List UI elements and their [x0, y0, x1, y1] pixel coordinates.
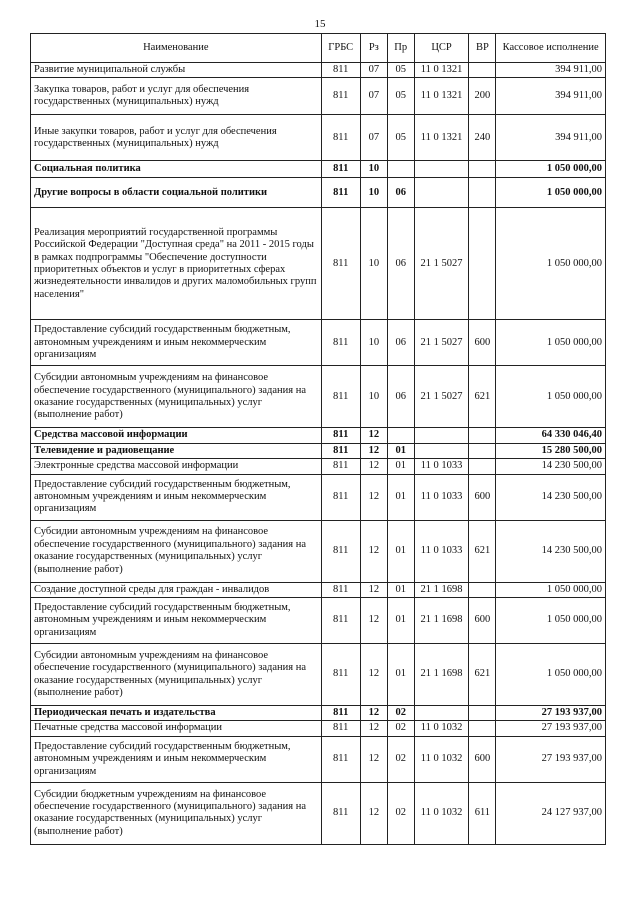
cell-csr: 21 1 5027	[414, 320, 469, 366]
cell-csr	[414, 161, 469, 178]
cell-amount: 1 050 000,00	[496, 178, 606, 208]
cell-vr: 600	[469, 474, 496, 520]
cell-grbs: 811	[321, 161, 360, 178]
cell-rz: 10	[360, 320, 387, 366]
cell-name: Субсидии автономным учреждениям на финансовое обеспечение государственного (муниципального) задания на оказание государственных (муниципальных) услуг (выполнение работ)	[31, 366, 322, 428]
cell-amount: 1 050 000,00	[496, 208, 606, 320]
table-row	[31, 459, 606, 474]
cell-grbs: 811	[321, 721, 360, 736]
cell-name: Средства массовой информации	[31, 428, 322, 443]
cell-vr	[469, 443, 496, 458]
cell-pr: 01	[387, 644, 414, 706]
cell-rz: 12	[360, 782, 387, 844]
table-row	[31, 721, 606, 736]
cell-name: Периодическая печать и издательства	[31, 706, 322, 721]
cell-rz: 12	[360, 474, 387, 520]
cell-rz: 07	[360, 115, 387, 161]
cell-vr: 200	[469, 78, 496, 115]
cell-pr: 01	[387, 474, 414, 520]
cell-vr: 600	[469, 320, 496, 366]
table-row	[31, 474, 606, 520]
cell-vr: 611	[469, 782, 496, 844]
cell-rz: 10	[360, 208, 387, 320]
cell-amount: 27 193 937,00	[496, 706, 606, 721]
cell-csr: 11 0 1321	[414, 115, 469, 161]
cell-grbs: 811	[321, 582, 360, 597]
table-row	[31, 208, 606, 320]
cell-amount: 14 230 500,00	[496, 459, 606, 474]
cell-name: Субсидии бюджетным учреждениям на финансовое обеспечение государственного (муниципального) задания на оказание государственных (муниципальных) услуг (выполнение работ)	[31, 782, 322, 844]
cell-rz: 10	[360, 161, 387, 178]
cell-pr: 02	[387, 721, 414, 736]
table-row	[31, 598, 606, 644]
cell-grbs: 811	[321, 644, 360, 706]
cell-csr: 11 0 1033	[414, 459, 469, 474]
cell-amount: 1 050 000,00	[496, 644, 606, 706]
cell-amount: 64 330 046,40	[496, 428, 606, 443]
table-row	[31, 706, 606, 721]
table-row	[31, 782, 606, 844]
cell-name: Субсидии автономным учреждениям на финансовое обеспечение государственного (муниципального) задания на оказание государственных (муниципальных) услуг (выполнение работ)	[31, 644, 322, 706]
cell-pr: 05	[387, 63, 414, 78]
budget-execution-table	[30, 33, 606, 845]
cell-pr: 01	[387, 598, 414, 644]
cell-csr: 21 1 5027	[414, 208, 469, 320]
cell-vr	[469, 582, 496, 597]
header-vr: ВР	[469, 34, 496, 63]
cell-name: Реализация мероприятий государственной программы Российской Федерации "Доступная среда" на 2011 - 2015 годы в рамках подпрограммы "Обеспечение доступности приоритетных объектов и услуг в приоритетных сферах жизнедеятельности инвалидов и других маломобильных групп населения"	[31, 208, 322, 320]
cell-rz: 12	[360, 721, 387, 736]
cell-grbs: 811	[321, 598, 360, 644]
cell-pr: 01	[387, 459, 414, 474]
cell-grbs: 811	[321, 178, 360, 208]
cell-grbs: 811	[321, 320, 360, 366]
cell-pr: 06	[387, 366, 414, 428]
header-name: Наименование	[31, 34, 322, 63]
cell-csr: 21 1 1698	[414, 582, 469, 597]
cell-rz: 12	[360, 598, 387, 644]
cell-pr: 05	[387, 115, 414, 161]
cell-rz: 12	[360, 520, 387, 582]
cell-vr: 600	[469, 736, 496, 782]
cell-vr: 621	[469, 644, 496, 706]
cell-name: Печатные средства массовой информации	[31, 721, 322, 736]
cell-amount: 14 230 500,00	[496, 474, 606, 520]
cell-rz: 12	[360, 443, 387, 458]
cell-name: Социальная политика	[31, 161, 322, 178]
table-row	[31, 582, 606, 597]
cell-amount: 1 050 000,00	[496, 320, 606, 366]
cell-name: Предоставление субсидий государственным бюджетным, автономным учреждениям и иным некоммерческим организациям	[31, 474, 322, 520]
cell-csr	[414, 428, 469, 443]
cell-grbs: 811	[321, 706, 360, 721]
table-row	[31, 736, 606, 782]
table-row	[31, 644, 606, 706]
table-row	[31, 115, 606, 161]
header-rz: Рз	[360, 34, 387, 63]
cell-rz: 07	[360, 78, 387, 115]
cell-csr: 21 1 1698	[414, 644, 469, 706]
cell-pr	[387, 428, 414, 443]
header-grbs: ГРБС	[321, 34, 360, 63]
cell-rz: 10	[360, 366, 387, 428]
cell-grbs: 811	[321, 520, 360, 582]
table-row	[31, 443, 606, 458]
cell-grbs: 811	[321, 736, 360, 782]
cell-name: Иные закупки товаров, работ и услуг для обеспечения государственных (муниципальных) нужд	[31, 115, 322, 161]
cell-vr	[469, 459, 496, 474]
cell-amount: 27 193 937,00	[496, 736, 606, 782]
cell-name: Электронные средства массовой информации	[31, 459, 322, 474]
cell-name: Создание доступной среды для граждан - инвалидов	[31, 582, 322, 597]
table-row	[31, 520, 606, 582]
cell-vr: 240	[469, 115, 496, 161]
cell-amount: 394 911,00	[496, 115, 606, 161]
cell-amount: 1 050 000,00	[496, 161, 606, 178]
cell-name: Развитие муниципальной службы	[31, 63, 322, 78]
cell-csr: 11 0 1032	[414, 721, 469, 736]
cell-name: Предоставление субсидий государственным бюджетным, автономным учреждениям и иным некоммерческим организациям	[31, 736, 322, 782]
cell-pr: 02	[387, 706, 414, 721]
cell-grbs: 811	[321, 366, 360, 428]
cell-grbs: 811	[321, 208, 360, 320]
cell-pr: 02	[387, 782, 414, 844]
cell-csr: 11 0 1321	[414, 78, 469, 115]
cell-vr	[469, 63, 496, 78]
cell-rz: 12	[360, 428, 387, 443]
cell-name: Субсидии автономным учреждениям на финансовое обеспечение государственного (муниципального) задания на оказание государственных (муниципальных) услуг (выполнение работ)	[31, 520, 322, 582]
table-row	[31, 161, 606, 178]
table-body	[31, 63, 606, 845]
cell-amount: 1 050 000,00	[496, 582, 606, 597]
cell-vr: 621	[469, 520, 496, 582]
cell-vr	[469, 721, 496, 736]
cell-rz: 12	[360, 706, 387, 721]
cell-grbs: 811	[321, 443, 360, 458]
cell-rz: 10	[360, 178, 387, 208]
cell-vr	[469, 161, 496, 178]
header-amount: Кассовое исполнение	[496, 34, 606, 63]
cell-grbs: 811	[321, 63, 360, 78]
cell-csr	[414, 178, 469, 208]
cell-rz: 12	[360, 459, 387, 474]
header-pr: Пр	[387, 34, 414, 63]
cell-pr	[387, 161, 414, 178]
cell-name: Другие вопросы в области социальной политики	[31, 178, 322, 208]
cell-grbs: 811	[321, 115, 360, 161]
cell-amount: 1 050 000,00	[496, 598, 606, 644]
cell-csr: 21 1 5027	[414, 366, 469, 428]
cell-pr: 06	[387, 178, 414, 208]
header-csr: ЦСР	[414, 34, 469, 63]
cell-rz: 12	[360, 736, 387, 782]
cell-csr: 11 0 1321	[414, 63, 469, 78]
cell-pr: 06	[387, 320, 414, 366]
cell-grbs: 811	[321, 78, 360, 115]
cell-csr	[414, 443, 469, 458]
page-number: 15	[314, 18, 326, 30]
cell-amount: 14 230 500,00	[496, 520, 606, 582]
table-header-row	[31, 34, 606, 63]
cell-vr	[469, 208, 496, 320]
cell-csr	[414, 706, 469, 721]
cell-amount: 27 193 937,00	[496, 721, 606, 736]
cell-csr: 21 1 1698	[414, 598, 469, 644]
table-row	[31, 320, 606, 366]
cell-grbs: 811	[321, 459, 360, 474]
cell-amount: 394 911,00	[496, 63, 606, 78]
table-row	[31, 178, 606, 208]
cell-pr: 01	[387, 582, 414, 597]
cell-rz: 07	[360, 63, 387, 78]
cell-name: Предоставление субсидий государственным бюджетным, автономным учреждениям и иным некоммерческим организациям	[31, 320, 322, 366]
cell-amount: 394 911,00	[496, 78, 606, 115]
cell-csr: 11 0 1033	[414, 474, 469, 520]
cell-vr: 621	[469, 366, 496, 428]
cell-name: Закупка товаров, работ и услуг для обеспечения государственных (муниципальных) нужд	[31, 78, 322, 115]
cell-rz: 12	[360, 644, 387, 706]
cell-pr: 01	[387, 443, 414, 458]
cell-pr: 05	[387, 78, 414, 115]
cell-csr: 11 0 1033	[414, 520, 469, 582]
cell-grbs: 811	[321, 474, 360, 520]
cell-amount: 1 050 000,00	[496, 366, 606, 428]
cell-grbs: 811	[321, 782, 360, 844]
cell-name: Телевидение и радиовещание	[31, 443, 322, 458]
cell-csr: 11 0 1032	[414, 782, 469, 844]
table-row	[31, 428, 606, 443]
table-row	[31, 78, 606, 115]
cell-csr: 11 0 1032	[414, 736, 469, 782]
cell-vr	[469, 706, 496, 721]
cell-amount: 15 280 500,00	[496, 443, 606, 458]
cell-pr: 02	[387, 736, 414, 782]
cell-vr	[469, 178, 496, 208]
cell-pr: 01	[387, 520, 414, 582]
cell-amount: 24 127 937,00	[496, 782, 606, 844]
table-row	[31, 63, 606, 78]
table-row	[31, 366, 606, 428]
cell-grbs: 811	[321, 428, 360, 443]
cell-vr	[469, 428, 496, 443]
cell-rz: 12	[360, 582, 387, 597]
cell-name: Предоставление субсидий государственным бюджетным, автономным учреждениям и иным некоммерческим организациям	[31, 598, 322, 644]
cell-pr: 06	[387, 208, 414, 320]
cell-vr: 600	[469, 598, 496, 644]
